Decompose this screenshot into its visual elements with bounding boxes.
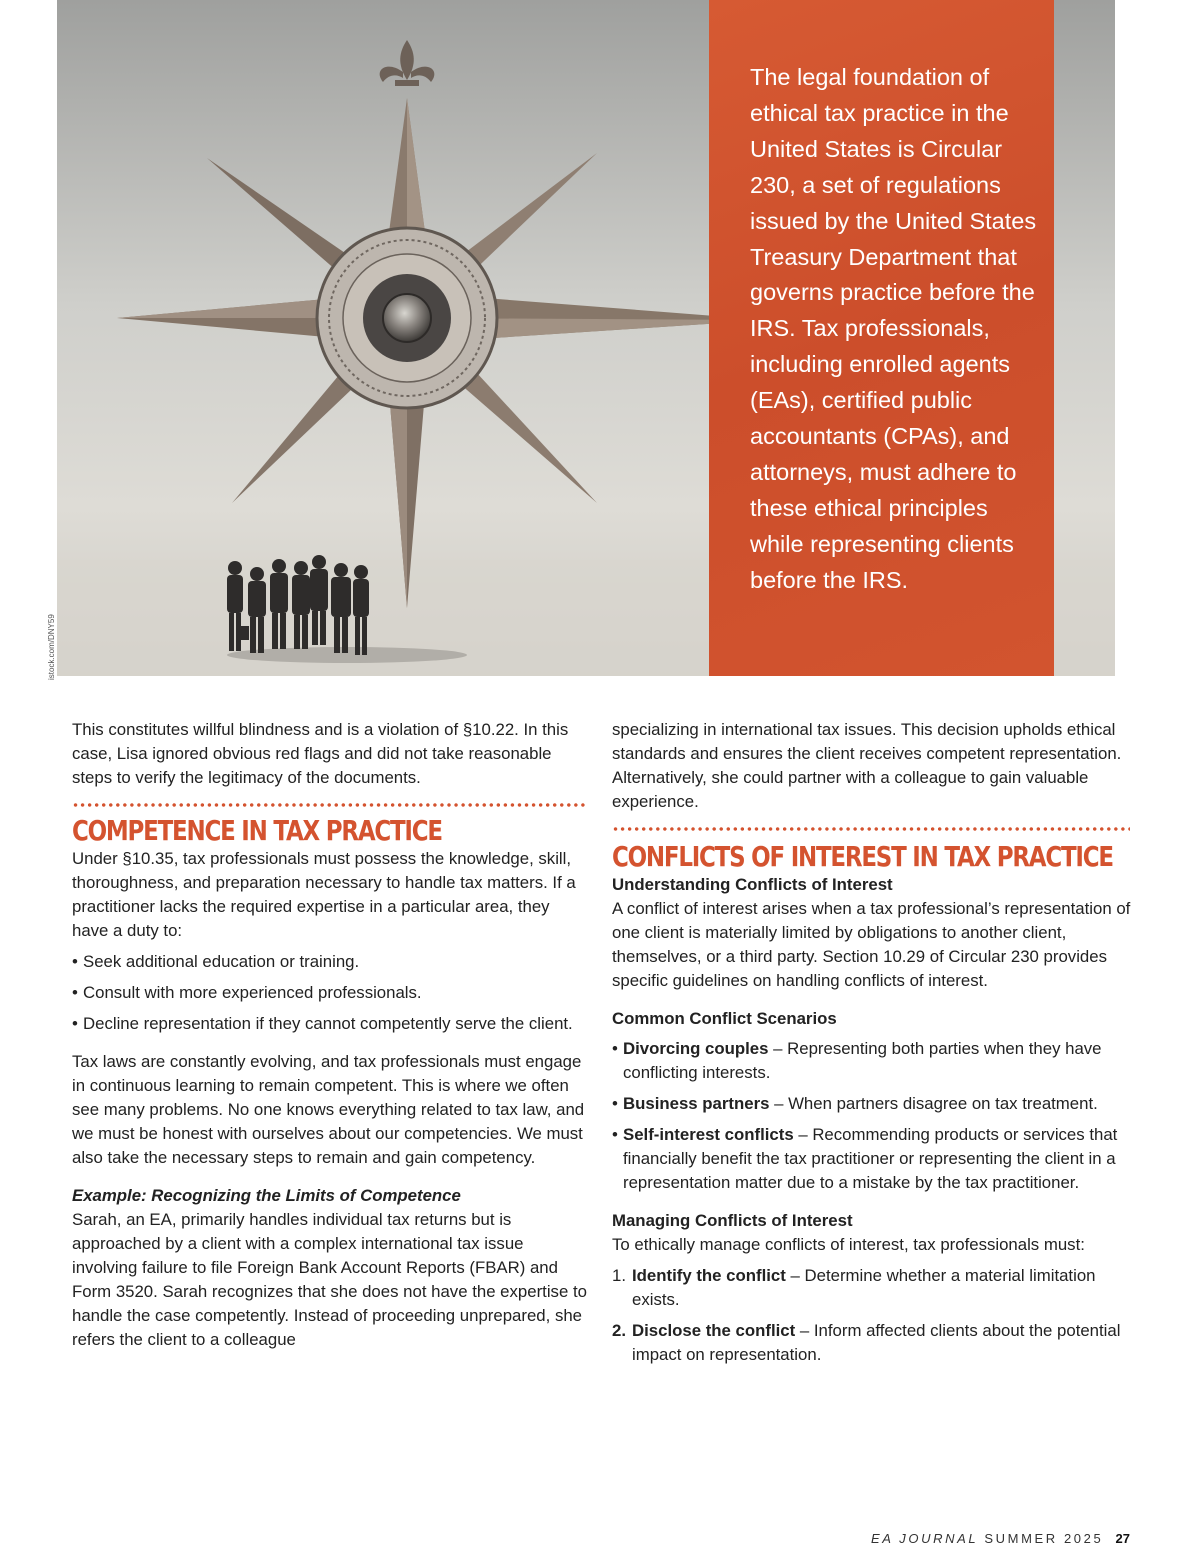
- example-title: Example: Recognizing the Limits of Competence: [72, 1186, 461, 1205]
- continuous-learning-paragraph: Tax laws are constantly evolving, and tax professionals must engage in continuous learning to remain competent. This is where we often see many problems. No one knows everything related to tax law, and we must be honest with ourselves about our competencies. We must also take the necessary steps to remain and gain competency.: [72, 1052, 585, 1167]
- section-heading-conflicts: CONFLICTS OF INTEREST IN TAX PRACTICE: [612, 840, 1113, 873]
- list-item: • Decline representation if they cannot competently serve the client.: [72, 1012, 590, 1036]
- list-item: • Self-interest conflicts – Recommending products or services that financially benefit the tax practitioner or representing the client in a representation matter due to a mistake by the tax practitioner.: [612, 1123, 1132, 1195]
- list-item: • Seek additional education or training.: [72, 950, 590, 974]
- left-column: [72, 718, 590, 1352]
- scenario-list: [612, 1037, 1132, 1195]
- photo-credit-text: istock.com/DNY59: [47, 614, 56, 680]
- competence-paragraph: Under §10.35, tax professionals must possess the knowledge, skill, thoroughness, and preparation necessary to handle tax matters. If a practitioner lacks the required expertise in a particular area, they have a duty to:: [72, 849, 576, 940]
- journal-name: EA JOURNAL: [871, 1531, 979, 1546]
- dotted-divider: [72, 803, 588, 807]
- managing-steps: [612, 1264, 1132, 1367]
- continued-paragraph: specializing in international tax issues. This decision upholds ethical standards and ensures the client receives competent representation. Alternatively, she could partner with a colleague to gain valuable experience.: [612, 720, 1122, 811]
- issue-label: SUMMER 2025: [984, 1531, 1104, 1546]
- section-heading-competence: COMPETENCE IN TAX PRACTICE: [72, 814, 442, 847]
- dotted-divider: [612, 827, 1130, 831]
- list-item: 2. Disclose the conflict – Inform affected clients about the potential impact on representation.: [612, 1321, 1121, 1364]
- subheading-understanding: Understanding Conflicts of Interest: [612, 875, 893, 894]
- list-item: • Consult with more experienced professionals.: [72, 981, 590, 1005]
- pull-quote: The legal foundation of ethical tax practice in the United States is Circular 230, a set of regulations issued by the United States Treasury Department that governs practice before the IRS. Tax professionals, including enrolled agents (EAs), certified public accountants (CPAs), and attorneys, must adhere to these ethical principles while representing clients before the IRS.: [750, 64, 1037, 593]
- example-paragraph: Sarah, an EA, primarily handles individual tax returns but is approached by a client with a complex international tax issue involving failure to file Foreign Bank Account Reports (FBAR) and Form 3520. Sarah recognizes that she does not have the expertise to handle the case competently. Instead of proceeding unprepared, she refers the client to a colleague: [72, 1210, 587, 1349]
- list-item: • Divorcing couples – Representing both parties when they have conflicting interests.: [612, 1037, 1132, 1085]
- managing-paragraph: To ethically manage conflicts of interest, tax professionals must:: [612, 1235, 1085, 1254]
- intro-paragraph: This constitutes willful blindness and is a violation of §10.22. In this case, Lisa ignored obvious red flags and did not take reasonable steps to verify the legitimacy of the documents.: [72, 720, 569, 787]
- photo-credit: [47, 614, 57, 690]
- duty-list: [72, 950, 590, 1036]
- pull-quote-box: [709, 0, 1054, 676]
- page-footer: [871, 1531, 1130, 1546]
- subheading-managing: Managing Conflicts of Interest: [612, 1211, 853, 1230]
- list-item: 1. Identify the conflict – Determine whether a material limitation exists.: [612, 1266, 1096, 1309]
- understanding-paragraph: A conflict of interest arises when a tax professional’s representation of one client is materially limited by obligations to another client, themselves, or a third party. Section 10.29 of Circular 230 provides specific guidelines on handling conflicts of interest.: [612, 899, 1131, 990]
- subheading-scenarios: Common Conflict Scenarios: [612, 1009, 837, 1028]
- page-number: 27: [1115, 1531, 1130, 1546]
- hero-image: [57, 0, 1115, 676]
- right-column: [612, 718, 1132, 1367]
- list-item: • Business partners – When partners disagree on tax treatment.: [612, 1092, 1132, 1116]
